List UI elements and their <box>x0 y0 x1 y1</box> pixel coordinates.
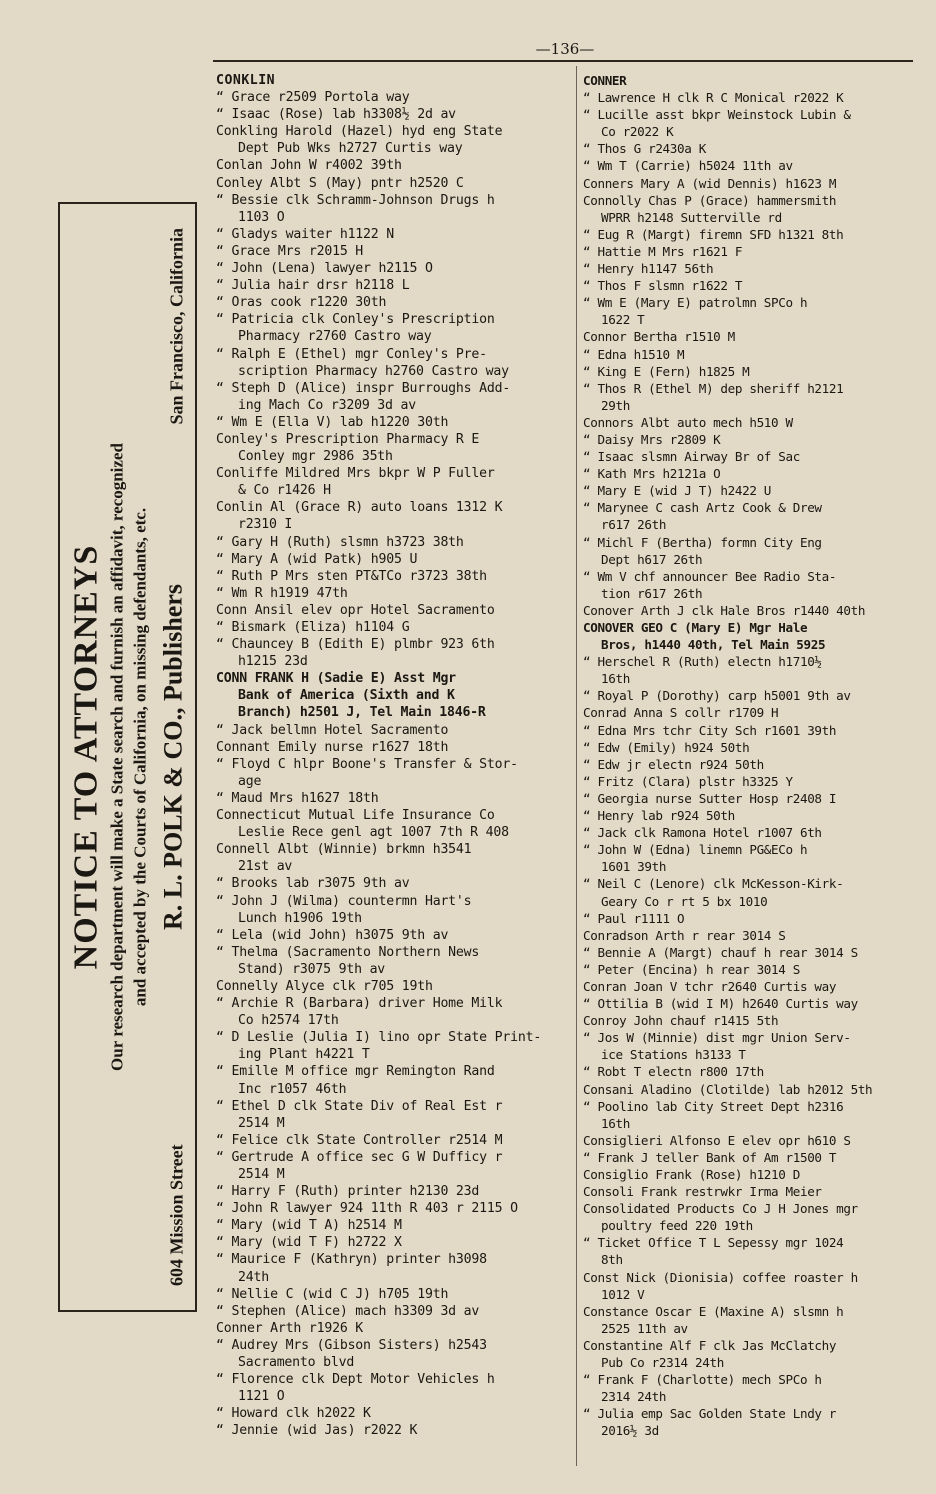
directory-entry: “ Mary (wid T F) h2722 X <box>216 1235 402 1251</box>
directory-entry: “ Isaac (Rose) lab h3308½ 2d av <box>216 107 456 123</box>
directory-entry: “ Chauncey B (Edith E) plmbr 923 6th <box>216 637 495 653</box>
directory-entry: “ Stephen (Alice) mach h3309 3d av <box>216 1303 480 1319</box>
directory-entry: “ Thos F slsmn r1622 T <box>583 278 743 294</box>
directory-entry: Conroy John chauf r1415 5th <box>583 1013 779 1029</box>
directory-entry: Connecticut Mutual Life Insurance Co <box>216 808 495 824</box>
column-heading: CONNER <box>583 73 627 88</box>
directory-entry: “ Poolino lab City Street Dept h2316 <box>583 1098 844 1114</box>
directory-entry: & Co r1426 H <box>238 483 331 499</box>
notice-publisher: R. L. POLK & CO., Publishers <box>158 584 187 930</box>
directory-entry: “ Peter (Encina) h rear 3014 S <box>583 961 800 977</box>
directory-entry: “ John R lawyer 924 11th R 403 r 2115 O <box>216 1201 518 1217</box>
directory-entry: Constantine Alf F clk Jas McClatchy <box>583 1337 837 1353</box>
directory-entry: CONOVER GEO C (Mary E) Mgr Hale <box>583 620 808 635</box>
directory-entry: 1103 O <box>238 209 285 225</box>
directory-entry: “ Audrey Mrs (Gibson Sisters) h2543 <box>216 1337 487 1353</box>
directory-entry: “ Eug R (Margt) firemn SFD h1321 8th <box>583 226 844 242</box>
directory-entry: Constance Oscar E (Maxine A) slsmn h <box>583 1303 844 1319</box>
directory-entry: “ Jos W (Minnie) dist mgr Union Serv- <box>583 1030 851 1046</box>
directory-entry: 21st av <box>238 859 293 875</box>
directory-entry: Connell Albt (Winnie) brkmn h3541 <box>216 842 472 858</box>
directory-entry: Lunch h1906 19th <box>238 910 362 926</box>
directory-entry: r617 26th <box>601 517 667 533</box>
directory-entry: Branch) h2501 J, Tel Main 1846-R <box>238 705 486 721</box>
directory-entry: “ Julia emp Sac Golden State Lndy r <box>583 1406 837 1422</box>
notice-footer <box>158 212 190 1302</box>
directory-entry: 2514 M <box>238 1167 285 1182</box>
directory-entry: “ Bessie clk Schramm-Johnson Drugs h <box>216 192 495 208</box>
notice-address: 604 Mission Street <box>166 1144 186 1286</box>
directory-entry: “ Lawrence H clk R C Monical r2022 K <box>583 90 844 106</box>
directory-entry: 1012 V <box>601 1286 645 1302</box>
directory-entry: age <box>238 773 262 789</box>
directory-entry: “ Michl F (Bertha) formn City Eng <box>583 534 822 550</box>
directory-entry: 8th <box>601 1252 623 1268</box>
directory-entry: Inc r1057 46th <box>238 1081 347 1097</box>
directory-entry: “ Lela (wid John) h3075 9th av <box>216 927 449 943</box>
directory-entry: “ Henry lab r924 50th <box>583 808 735 824</box>
directory-entry: “ Royal P (Dorothy) carp h5001 9th av <box>583 688 851 704</box>
directory-entry: “ Howard clk h2022 K <box>216 1406 371 1422</box>
directory-entry: “ Thelma (Sacramento Northern News <box>216 944 480 960</box>
directory-entry: poultry feed 220 19th <box>601 1218 753 1234</box>
directory-entry: Conliffe Mildred Mrs bkpr W P Fuller <box>216 466 495 482</box>
directory-entry: “ Frank F (Charlotte) mech SPCo h <box>583 1372 822 1388</box>
directory-entry: “ Emille M office mgr Remington Rand <box>216 1064 495 1080</box>
directory-entry: “ Wm R h1919 47th <box>216 585 348 601</box>
directory-entry: “ Bismark (Eliza) h1104 G <box>216 620 410 635</box>
directory-entry: “ Neil C (Lenore) clk McKesson-Kirk- <box>583 876 844 892</box>
directory-entry: “ Jennie (wid Jas) r2022 K <box>216 1423 418 1439</box>
directory-entry: “ Robt T electn r800 17th <box>583 1064 764 1080</box>
directory-entry: “ Fritz (Clara) plstr h3325 Y <box>583 773 793 789</box>
directory-entry: “ Steph D (Alice) inspr Burroughs Add- <box>216 380 511 396</box>
directory-entry: “ Mary E (wid J T) h2422 U <box>583 483 772 499</box>
directory-entry: Conrad Anna S collr r1709 H <box>583 705 779 721</box>
directory-entry: Conners Mary A (wid Dennis) h1623 M <box>583 175 837 191</box>
directory-entry: ice Stations h3133 T <box>601 1047 746 1063</box>
directory-entry: “ Grace r2509 Portola way <box>216 90 410 106</box>
directory-entry: Connolly Chas P (Grace) hammersmith <box>583 192 837 208</box>
directory-entry: Conley's Prescription Pharmacy R E <box>216 431 480 447</box>
directory-entry: “ Jack clk Ramona Hotel r1007 6th <box>583 825 822 841</box>
directory-entry: “ Gladys waiter h1122 N <box>216 226 395 242</box>
directory-entry: “ Grace Mrs r2015 H <box>216 243 364 259</box>
directory-entry: “ Henry h1147 56th <box>583 261 714 277</box>
directory-entry: “ Archie R (Barbara) driver Home Milk <box>216 996 503 1012</box>
directory-entry: Conn Ansil elev opr Hotel Sacramento <box>216 602 495 618</box>
column-heading: CONKLIN <box>216 73 276 88</box>
directory-entry: “ Bennie A (Margt) chauf h rear 3014 S <box>583 944 858 960</box>
directory-entry: “ King E (Fern) h1825 M <box>583 363 750 379</box>
directory-entry: Conley mgr 2986 35th <box>238 449 393 465</box>
directory-entry: “ Lucille asst bkpr Weinstock Lubin & <box>583 107 851 123</box>
directory-entry: h1215 23d <box>238 654 308 670</box>
notice-text-line-2: and accepted by the Courts of California, on missing defendants, etc. <box>130 507 149 1007</box>
directory-entry: “ Oras cook r1220 30th <box>216 295 387 311</box>
directory-entry: 1622 T <box>601 312 645 328</box>
directory-entry: “ Edw jr electn r924 50th <box>583 756 764 772</box>
notice-city: San Francisco, California <box>166 228 186 425</box>
page-number: —136— <box>535 40 595 58</box>
directory-entry: “ Marynee C cash Artz Cook & Drew <box>583 500 822 516</box>
directory-entry: Conkling Harold (Hazel) hyd eng State <box>216 124 503 140</box>
directory-column-right <box>583 72 918 1440</box>
directory-entry: “ Ottilia B (wid I M) h2640 Curtis way <box>583 996 858 1012</box>
directory-entry: “ Kath Mrs h2121a O <box>583 466 721 482</box>
notice-rotated-content <box>62 212 193 1302</box>
directory-entry: scription Pharmacy h2760 Castro way <box>238 363 509 379</box>
directory-entry: Connelly Alyce clk r705 19th <box>216 978 433 994</box>
directory-entry: Stand) r3075 9th av <box>238 961 386 977</box>
directory-column-left <box>216 72 574 1440</box>
directory-entry: 16th <box>601 1115 630 1131</box>
directory-entry: “ Ethel D clk State Div of Real Est r <box>216 1098 503 1114</box>
directory-entry: “ Gary H (Ruth) slsmn h3723 38th <box>216 534 464 550</box>
directory-entry: 1121 O <box>238 1389 285 1405</box>
directory-entry: Pharmacy r2760 Castro way <box>238 329 432 345</box>
directory-entry: Geary Co r rt 5 bx 1010 <box>601 893 768 909</box>
directory-entry: “ Julia hair drsr h2118 L <box>216 278 410 294</box>
directory-entry: “ Thos G r2430a K <box>583 141 706 157</box>
directory-entry: “ Patricia clk Conley's Prescription <box>216 312 495 328</box>
directory-entry: “ Isaac slsmn Airway Br of Sac <box>583 449 800 465</box>
directory-entry: “ Daisy Mrs r2809 K <box>583 431 721 447</box>
directory-entry: Conley Albt S (May) pntr h2520 C <box>216 175 464 191</box>
directory-entry: Conradson Arth r rear 3014 S <box>583 927 786 943</box>
directory-entry: “ Ticket Office T L Sepessy mgr 1024 <box>583 1235 844 1251</box>
directory-entry: “ Florence clk Dept Motor Vehicles h <box>216 1372 495 1388</box>
directory-entry: “ Wm V chf announcer Bee Radio Sta- <box>583 568 837 584</box>
directory-entry: ing Mach Co r3209 3d av <box>238 397 417 413</box>
directory-entry: Conlin Al (Grace R) auto loans 1312 K <box>216 500 503 516</box>
notice-to-attorneys-box <box>58 202 197 1312</box>
directory-entry: 2514 M <box>238 1115 285 1131</box>
directory-entry: “ John W (Edna) linemn PG&ECo h <box>583 842 808 858</box>
directory-entry: Sacramento blvd <box>238 1355 355 1371</box>
directory-entry: “ Edw (Emily) h924 50th <box>583 739 750 755</box>
directory-entry: “ John (Lena) lawyer h2115 O <box>216 261 433 277</box>
directory-entry: Conlan John W r4002 39th <box>216 158 402 174</box>
directory-entry: “ Brooks lab r3075 9th av <box>216 876 410 892</box>
directory-entry: Consani Aladino (Clotilde) lab h2012 5th <box>583 1081 873 1097</box>
directory-entry: Dept Pub Wks h2727 Curtis way <box>238 141 463 157</box>
directory-entry: r2310 I <box>238 517 293 533</box>
directory-entry: “ D Leslie (Julia I) lino opr State Print- <box>216 1030 542 1046</box>
directory-entry: Conran Joan V tchr r2640 Curtis way <box>583 978 837 994</box>
directory-entry: “ John J (Wilma) countermn Hart's <box>216 893 472 909</box>
directory-entry: “ Maud Mrs h1627 18th <box>216 790 379 806</box>
directory-entry: “ Jack bellmn Hotel Sacramento <box>216 722 449 738</box>
directory-entry: 29th <box>601 397 630 413</box>
directory-entry: Conner Arth r1926 K <box>216 1320 364 1336</box>
column-divider <box>576 66 577 1466</box>
directory-entry: “ Edna h1510 M <box>583 346 685 362</box>
directory-entry: “ Hattie M Mrs r1621 F <box>583 243 743 259</box>
directory-entry: “ Frank J teller Bank of Am r1500 T <box>583 1149 837 1165</box>
directory-entry: Consiglio Frank (Rose) h1210 D <box>583 1167 800 1182</box>
directory-entry: 24th <box>238 1269 269 1285</box>
directory-entry: “ Wm E (Mary E) patrolmn SPCo h <box>583 295 808 311</box>
directory-entry: “ Harry F (Ruth) printer h2130 23d <box>216 1184 480 1200</box>
directory-entry: “ Herschel R (Ruth) electn h1710½ <box>583 654 822 670</box>
directory-entry: Leslie Rece genl agt 1007 7th R 408 <box>238 825 509 841</box>
notice-text-line-1: Our research department will make a State search and furnish an affidavit, recognized <box>107 443 126 1071</box>
directory-entry: Co r2022 K <box>601 124 674 140</box>
directory-entry: Conover Arth J clk Hale Bros r1440 40th <box>583 602 866 618</box>
directory-entry: “ Ruth P Mrs sten PT&TCo r3723 38th <box>216 568 487 584</box>
directory-entry: “ Gertrude A office sec G W Dufficy r <box>216 1149 503 1165</box>
directory-entry: Consiglieri Alfonso E elev opr h610 S <box>583 1132 851 1148</box>
directory-entry: WPRR h2148 Sutterville rd <box>601 209 782 225</box>
directory-entry: “ Wm E (Ella V) lab h1220 30th <box>216 414 449 430</box>
directory-entry: “ Felice clk State Controller r2514 M <box>216 1132 503 1148</box>
directory-entry: CONN FRANK H (Sadie E) Asst Mgr <box>216 671 456 687</box>
directory-entry: “ Floyd C hlpr Boone's Transfer & Stor- <box>216 756 518 772</box>
directory-entry: tion r617 26th <box>601 585 703 601</box>
directory-entry: “ Wm T (Carrie) h5024 11th av <box>583 158 793 174</box>
directory-entry: “ Nellie C (wid C J) h705 19th <box>216 1286 449 1302</box>
directory-entry: Dept h617 26th <box>601 551 703 567</box>
directory-entry: 2525 11th av <box>601 1320 688 1336</box>
directory-entry: Co h2574 17th <box>238 1013 339 1029</box>
notice-title: NOTICE TO ATTORNEYS <box>67 544 104 970</box>
directory-entry: Pub Co r2314 24th <box>601 1355 724 1371</box>
directory-entry: “ Mary A (wid Patk) h905 U <box>216 551 418 567</box>
directory-entry: 1601 39th <box>601 859 667 875</box>
directory-entry: “ Paul r1111 O <box>583 910 685 926</box>
directory-entry: Const Nick (Dionisia) coffee roaster h <box>583 1269 858 1285</box>
directory-entry: Bros, h1440 40th, Tel Main 5925 <box>601 637 826 653</box>
directory-entry: 2314 24th <box>601 1389 667 1405</box>
directory-entry: Consolidated Products Co J H Jones mgr <box>583 1201 858 1217</box>
directory-entry: ing Plant h4221 T <box>238 1047 370 1063</box>
directory-entry: 2016½ 3d <box>601 1423 659 1439</box>
directory-entry: 16th <box>601 671 630 687</box>
directory-entry: “ Mary (wid T A) h2514 M <box>216 1218 402 1234</box>
directory-entry: Connant Emily nurse r1627 18th <box>216 739 449 755</box>
directory-entry: “ Edna Mrs tchr City Sch r1601 39th <box>583 722 837 738</box>
directory-entry: “ Thos R (Ethel M) dep sheriff h2121 <box>583 380 844 396</box>
directory-entry: “ Maurice F (Kathryn) printer h3098 <box>216 1252 487 1268</box>
directory-entry: “ Georgia nurse Sutter Hosp r2408 I <box>583 790 837 806</box>
directory-entry: Consoli Frank restrwkr Irma Meier <box>583 1184 822 1200</box>
directory-entry: “ Ralph E (Ethel) mgr Conley's Pre- <box>216 346 487 362</box>
directory-entry: Connors Albt auto mech h510 W <box>583 414 793 430</box>
directory-entry: Bank of America (Sixth and K <box>238 688 455 704</box>
header-rule <box>213 60 913 62</box>
directory-entry: Connor Bertha r1510 M <box>583 329 735 345</box>
